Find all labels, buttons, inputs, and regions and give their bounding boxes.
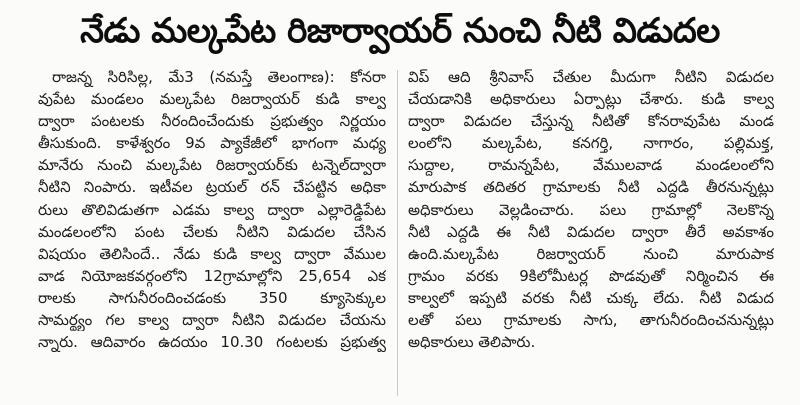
column-line: విషయం తెలిసిందే.. నేడు కుడి కాల్వ ద్వారా వేముల <box>38 244 386 263</box>
column-line: లంలోని మల్కపేట, కనగర్తి, నాగారం, పల్లిమక్త, <box>408 134 774 153</box>
column-line: రులు తొలివిడుతగా ఎడమ కాల్వ ద్వారా ఎల్లారెడ్డిపేట <box>38 200 386 219</box>
column-line: ఉంది.మల్కపేట రిజర్వాయర్ నుంచి మారుపాక <box>408 244 774 263</box>
column-line: మండలంలోని పంట చేలకు నీటిని విడుదల చేసిన <box>38 222 386 241</box>
column-line: సుద్దాల, రామన్నపేట, వేములవాడ మండలంలోని <box>408 156 774 175</box>
column-line: గ్రామం వరకు 9కిలోమీటర్ల పొడవుతో నిర్మించిన ఈ <box>408 266 774 285</box>
column-line: విప్ ఆది శ్రీనివాస్ చేతుల మీదుగా నీటిని విడుదల <box>408 68 774 86</box>
article-column-right <box>408 66 774 353</box>
column-line: రాలకు సాగునీరందించడంకు 350 క్యూసెక్కుల <box>38 288 386 307</box>
article-column-left <box>38 66 386 353</box>
column-line: కాల్వలో ఇప్పటి వరకు నీటి చుక్క లేదు. నీటి విడుద <box>408 288 774 307</box>
column-line: వుపేట మండలం మల్కపేట రిజర్వాయర్ కుడి కాల్వ <box>38 90 386 109</box>
column-line: సామర్థ్యం గల కాల్వ ద్వారా నీటిని విడుదల చేయను <box>38 311 386 330</box>
column-line: మానేరు నుంచి మల్కపేట రిజర్వాయర్‌కు టన్నెల్‌ద్వారా <box>38 156 386 175</box>
column-line: అధికారులు తెలిపారు. <box>408 333 536 352</box>
column-line: నీటిని నింపారు. ఇటీవల ట్రయల్ రన్ చేపట్టిన అధికా <box>38 178 386 197</box>
headline: నేడు మల్కపేట రిజార్వాయర్ నుంచి నీటి విడుదల <box>80 11 720 51</box>
column-divider <box>397 70 398 396</box>
column-line: లతో పలు గ్రామాలకు సాగు, తాగునీరందించనున్నట్లు <box>408 311 774 330</box>
column-line: వాడ నియోజకవర్గంలోని 12గ్రామాల్లోని 25,654 ఎక <box>38 266 386 285</box>
column-line: చేయడానికి అధికారులు ఏర్పాట్లు చేశారు. కుడి కాల్వ <box>408 90 774 109</box>
column-line: ద్వారా విడుదల చేస్తున్న నీటితో కోనరావుపేట మండ <box>408 112 774 131</box>
column-line: తీసుకుంది. కాళేశ్వరం 9వ ప్యాకేజీలో భాగంగా మధ్య <box>38 134 386 153</box>
column-line: మారుపాక తదితర గ్రామాలకు నీటి ఎద్దడి తీరనున్నట్లు <box>408 178 774 197</box>
column-line: న్నారు. ఆదివారం ఉదయం 10.30 గంటలకు ప్రభుత్వ <box>38 333 386 352</box>
column-line: నీటి ఎద్దడి ఈ నీటి విడుదల ద్వారా తీరే అవకాశం <box>408 222 774 241</box>
column-line: ద్వారా పంటలకు నీరందించేందుకు ప్రభుత్వం నిర్ణయం <box>38 112 386 131</box>
column-line: అధికారులు వెల్లడించారు. పలు గ్రామాల్లో నెలకొన్న <box>408 200 774 219</box>
column-line: రాజన్న సిరిసిల్ల, మే3 (నమస్తే తెలంగాణ): కోనరా <box>52 68 386 86</box>
